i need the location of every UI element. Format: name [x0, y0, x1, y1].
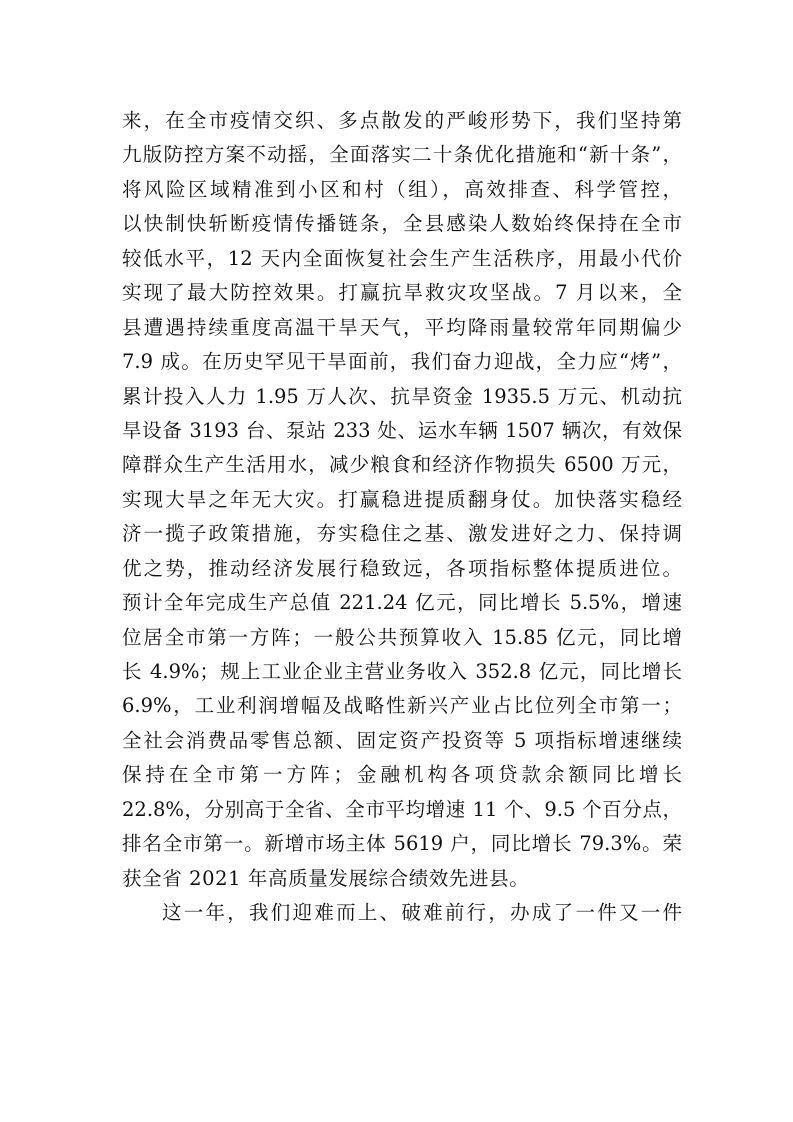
text-line: 7.9 成。在历史罕见干旱面前，我们奋力迎战，全力应“烤”， — [122, 350, 682, 374]
text-line: 全社会消费品零售总额、固定资产投资等 5 项指标增速继续 — [122, 728, 682, 752]
text-line: 来，在全市疫情交织、多点散发的严峻形势下，我们坚持第 — [122, 109, 682, 132]
text-line: 旱设备 3193 台、泵站 233 处、运水车辆 1507 辆次，有效保 — [122, 418, 682, 442]
text-line: 位居全市第一方阵；一般公共预算收入 15.85 亿元，同比增 — [122, 625, 682, 649]
paragraph-last-line: 获全省 2021 年高质量发展综合绩效先进县。 — [122, 866, 530, 890]
text-line: 优之势，推动经济发展行稳致远，各项指标整体提质进位。 — [122, 556, 682, 580]
text-line: 预计全年完成生产总值 221.24 亿元，同比增长 5.5%，增速 — [122, 591, 682, 615]
text-line: 将风险区域精准到小区和村（组），高效排查、科学管控， — [122, 177, 682, 201]
text-line: 实现大旱之年无大灾。打赢稳进提质翻身仗。加快落实稳经 — [122, 487, 682, 511]
text-line: 22.8%，分别高于全省、全市平均增速 11 个、9.5 个百分点， — [122, 797, 682, 821]
text-line: 障群众生产生活用水，减少粮食和经济作物损失 6500 万元， — [122, 453, 682, 477]
paragraph-first-line: 这一年，我们迎难而上、破难前行，办成了一件又一件 — [162, 901, 682, 925]
text-line: 实现了最大防控效果。打赢抗旱救灾攻坚战。7 月以来，全 — [122, 281, 682, 305]
text-line: 排名全市第一。新增市场主体 5619 户，同比增长 79.3%。荣 — [122, 832, 682, 856]
text-line: 以快制快斩断疫情传播链条，全县感染人数始终保持在全市 — [122, 212, 682, 236]
text-line: 保持在全市第一方阵；金融机构各项贷款余额同比增长 — [122, 763, 682, 787]
text-line: 县遭遇持续重度高温干旱天气，平均降雨量较常年同期偏少 — [122, 315, 682, 339]
text-line: 6.9%，工业利润增幅及战略性新兴产业占比位列全市第一； — [122, 694, 682, 718]
text-line: 济一揽子政策措施，夯实稳住之基、激发进好之力、保持调 — [122, 522, 682, 546]
text-line: 较低水平，12 天内全面恢复社会生产生活秩序，用最小代价 — [122, 246, 682, 270]
text-line: 累计投入人力 1.95 万人次、抗旱资金 1935.5 万元、机动抗 — [122, 384, 682, 408]
body-text — [122, 104, 682, 931]
text-line: 九版防控方案不动摇，全面落实二十条优化措施和“新十条”， — [122, 143, 682, 167]
text-line: 长 4.9%；规上工业企业主营业务收入 352.8 亿元，同比增长 — [122, 660, 682, 683]
